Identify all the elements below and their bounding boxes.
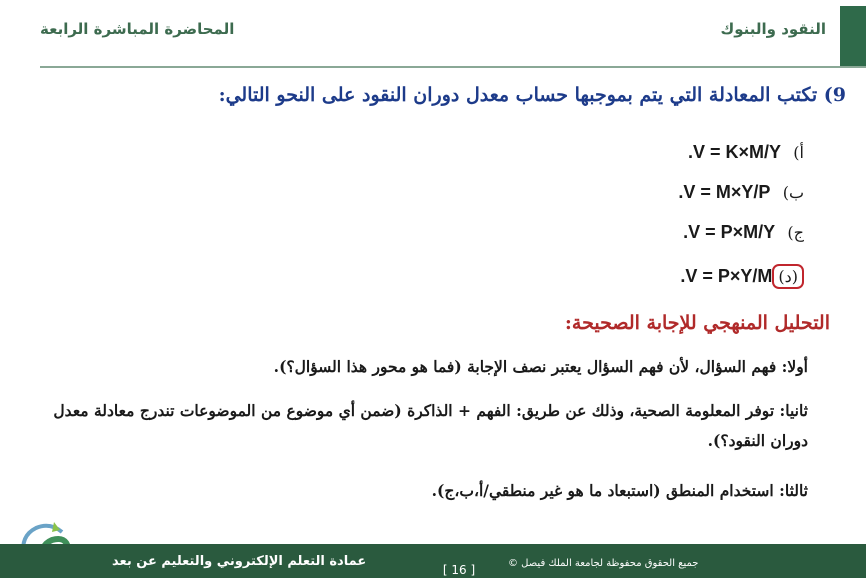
option-b-label: (ب <box>782 183 804 202</box>
course-title: النقود والبنوك <box>720 20 826 38</box>
lecture-title: المحاضرة المباشرة الرابعة <box>40 20 235 38</box>
option-d-label: (د) <box>778 267 798 286</box>
option-a <box>688 142 804 163</box>
option-c-equation: .V = P×M/Y <box>683 222 776 242</box>
question-text: 9) تكتب المعادلة التي يتم بموجبها حساب معدل دوران النقود على النحو التالي: <box>218 84 846 106</box>
header-divider <box>40 66 866 68</box>
header-accent-bar <box>840 6 866 68</box>
option-d-equation: .V = P×Y/M <box>680 266 773 286</box>
point-first: أولا: فهم السؤال، لأن فهم السؤال يعتبر نصف الإجابة (فما هو محور هذا السؤال؟). <box>273 357 808 376</box>
option-c-label: (ج <box>787 223 804 242</box>
option-c <box>683 222 804 243</box>
option-a-label: (أ <box>793 143 804 162</box>
option-a-equation: .V = K×M/Y <box>687 142 782 162</box>
correct-answer-circle <box>772 264 804 289</box>
point-second: ثانيا: توفر المعلومة الصحية، وذلك عن طريق: الفهم + الذاكرة (ضمن أي موضوع من الموضوعات تندرج معادلة معدل دوران النقود؟). <box>53 401 808 450</box>
option-b-equation: .V = M×Y/P <box>678 182 771 202</box>
point-third: ثالثا: استخدام المنطق (استبعاد ما هو غير منطقي/أ،ب،ج). <box>431 481 808 500</box>
footer-department: عمادة التعلم الإلكتروني والتعليم عن بعد <box>112 554 367 569</box>
analysis-title: التحليل المنهجي للإجابة الصحيحة: <box>564 312 830 334</box>
page-number: [ 16 ] <box>442 563 476 577</box>
footer-copyright: جميع الحقوق محفوظة لجامعة الملك فيصل © <box>508 558 699 569</box>
option-b <box>678 182 804 203</box>
option-d <box>680 264 804 289</box>
